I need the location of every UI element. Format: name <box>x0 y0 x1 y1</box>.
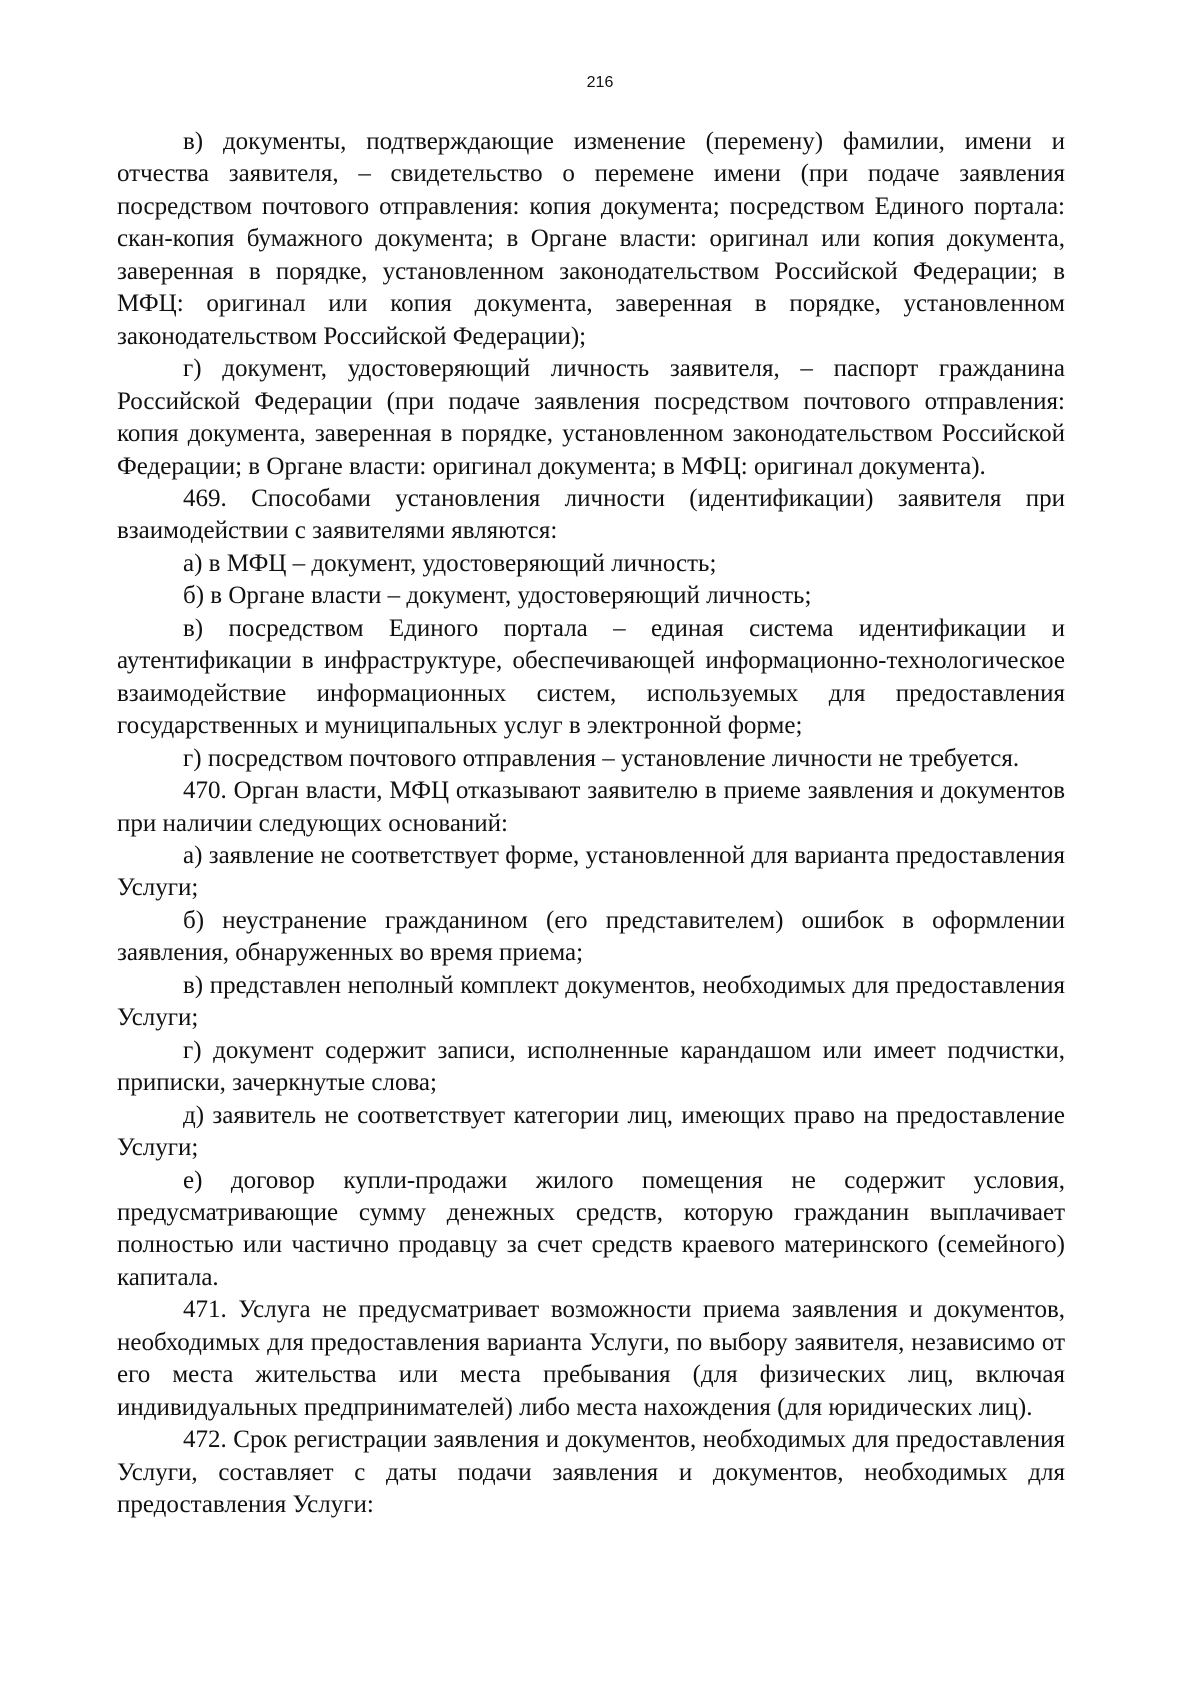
paragraph-470-b: б) неустранение гражданином (его представителем) ошибок в оформлении заявления, обнаруженных во время приема; <box>117 906 1065 967</box>
paragraph-469-b: б) в Органе власти – документ, удостоверяющий личность; <box>183 582 812 610</box>
paragraph-469-v: в) посредством Единого портала – единая система идентификации и аутентификации в инфраструктуре, обеспечивающей информационно-технологическое взаимодействие информационных систем, используемых для предоставления государственных и муниципальных услуг в электронной форме; <box>117 614 1065 740</box>
paragraph-470-v: в) представлен неполный комплект документов, необходимых для предоставления Услуги; <box>117 971 1065 1032</box>
paragraph-469-a: а) в МФЦ – документ, удостоверяющий личность; <box>183 549 717 577</box>
paragraph-470-refusal-grounds: 470. Орган власти, МФЦ отказывают заявителю в приеме заявления и документов при наличии следующих оснований: <box>117 777 1065 837</box>
paragraph-g-identity-document: г) документ, удостоверяющий личность заявителя, – паспорт гражданина Российской Федерации (при подаче заявления посредством почтового отправления: копия документа, заверенная в порядке, установленном законодательством Российской Федерации; в Органе власти: оригинал документа; в МФЦ: оригинал документа). <box>117 355 1065 480</box>
paragraph-470-a: а) заявление не соответствует форме, установленной для варианта предоставления Услуги; <box>117 841 1065 902</box>
paragraph-470-d: д) заявитель не соответствует категории лиц, имеющих право на предоставление Услуги; <box>117 1101 1065 1162</box>
paragraph-469-identification-methods: 469. Способами установления личности (идентификации) заявителя при взаимодействии с заявителями являются: <box>117 484 1065 545</box>
paragraph-472: 472. Срок регистрации заявления и документов, необходимых для предоставления Услуги, составляет с даты подачи заявления и документов, необходимых для предоставления Услуги: <box>117 1426 1065 1519</box>
document-body <box>117 126 1065 1521</box>
paragraph-470-g: г) документ содержит записи, исполненные карандашом или имеет подчистки, приписки, зачеркнутые слова; <box>117 1036 1065 1097</box>
paragraph-v-name-change-documents: в) документы, подтверждающие изменение (перемену) фамилии, имени и отчества заявителя, – свидетельство о перемене имени (при подаче заявления посредством почтового отправления: копия документа; посредством Единого портала: скан-копия бумажного документа; в Органе власти: оригинал или копия документа, заверенная в порядке, установленном законодательством Российской Федерации; в МФЦ: оригинал или копия документа, заверенная в порядке, установленном законодательством Российской Федерации); <box>117 128 1065 350</box>
paragraph-470-e: е) договор купли-продажи жилого помещения не содержит условия, предусматривающие сумму денежных средств, которую гражданин выплачивает полностью или частично продавцу за счет средств краевого материнского (семейного) капитала. <box>117 1166 1065 1291</box>
page-number: 216 <box>586 74 614 91</box>
paragraph-471: 471. Услуга не предусматривает возможности приема заявления и документов, необходимых для предоставления варианта Услуги, по выбору заявителя, независимо от его места жительства или места пребывания (для физических лиц, включая индивидуальных предпринимателей) либо места нахождения (для юридических лиц). <box>117 1296 1065 1421</box>
paragraph-469-g: г) посредством почтового отправления – установление личности не требуется. <box>183 744 1020 772</box>
